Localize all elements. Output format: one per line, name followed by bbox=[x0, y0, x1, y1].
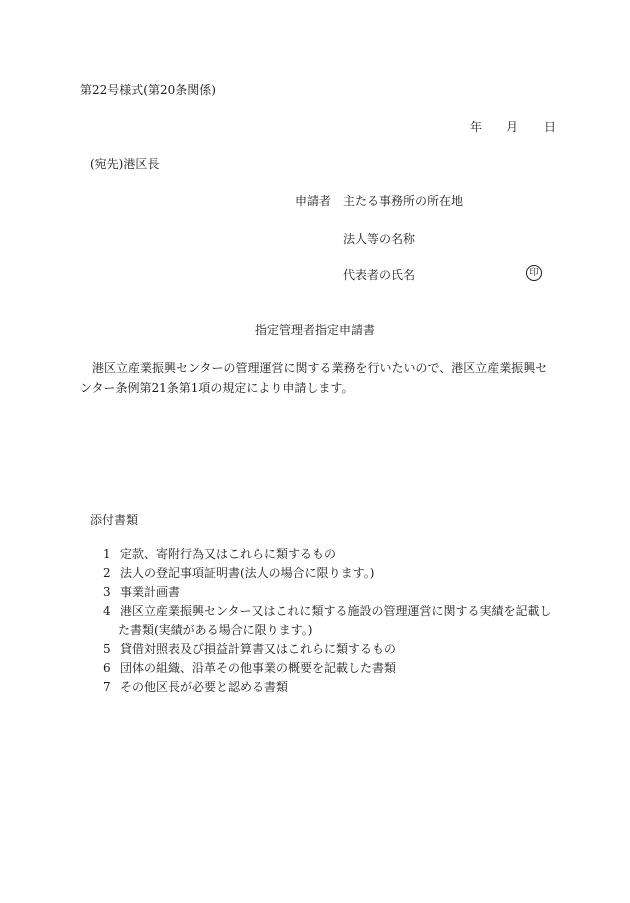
form-number: 第22号様式(第20条関係) bbox=[80, 83, 216, 97]
addressee: (宛先)港区長 bbox=[90, 157, 160, 171]
attachment-number: 1 bbox=[103, 547, 111, 561]
attachment-text: 港区立産業振興センター又はこれに類する施設の管理運営に関する実績を記載した書類(実績がある場合に限ります。) bbox=[118, 604, 552, 637]
organization-name-label: 法人等の名称 bbox=[343, 232, 416, 246]
document-title: 指定管理者指定申請書 bbox=[254, 323, 375, 337]
date-day: 日 bbox=[544, 120, 557, 134]
attachment-item bbox=[103, 678, 558, 697]
office-address-label: 主たる事務所の所在地 bbox=[343, 194, 464, 208]
date-year: 年 bbox=[470, 120, 483, 134]
attachment-item bbox=[103, 564, 558, 583]
date-month: 月 bbox=[506, 120, 519, 134]
attachment-item bbox=[103, 602, 558, 640]
attachment-number: 4 bbox=[103, 604, 111, 618]
attachment-text: 法人の登記事項証明書(法人の場合に限ります。) bbox=[120, 566, 375, 580]
attachment-text: 貸借対照表及び損益計算書又はこれらに類するもの bbox=[120, 642, 397, 656]
applicant-label: 申請者 bbox=[295, 194, 332, 208]
attachment-text: 団体の組織、沿革その他事業の概要を記載した書類 bbox=[120, 661, 397, 675]
attachment-number: 7 bbox=[103, 680, 111, 694]
attachment-text: その他区長が必要と認める書類 bbox=[120, 680, 289, 694]
attachment-number: 2 bbox=[103, 566, 111, 580]
attachments-list bbox=[103, 545, 558, 697]
application-body: 港区立産業振興センターの管理運営に関する業務を行いたいので、港区立産業振興センター条例第21条第1項の規定により申請します。 bbox=[80, 361, 548, 395]
representative-name-label: 代表者の氏名 bbox=[343, 268, 416, 282]
attachment-number: 3 bbox=[103, 585, 111, 599]
attachments-heading: 添付書類 bbox=[90, 513, 139, 527]
attachment-text: 定款、寄附行為又はこれらに類するもの bbox=[120, 547, 337, 561]
attachment-item bbox=[103, 659, 558, 678]
seal-mark: 印 bbox=[526, 265, 542, 281]
attachment-item bbox=[103, 583, 558, 602]
attachment-number: 5 bbox=[103, 642, 111, 656]
attachment-number: 6 bbox=[103, 661, 111, 675]
attachment-item bbox=[103, 640, 558, 659]
attachment-text: 事業計画書 bbox=[120, 585, 181, 599]
attachment-item bbox=[103, 545, 558, 564]
date-line bbox=[470, 120, 556, 134]
